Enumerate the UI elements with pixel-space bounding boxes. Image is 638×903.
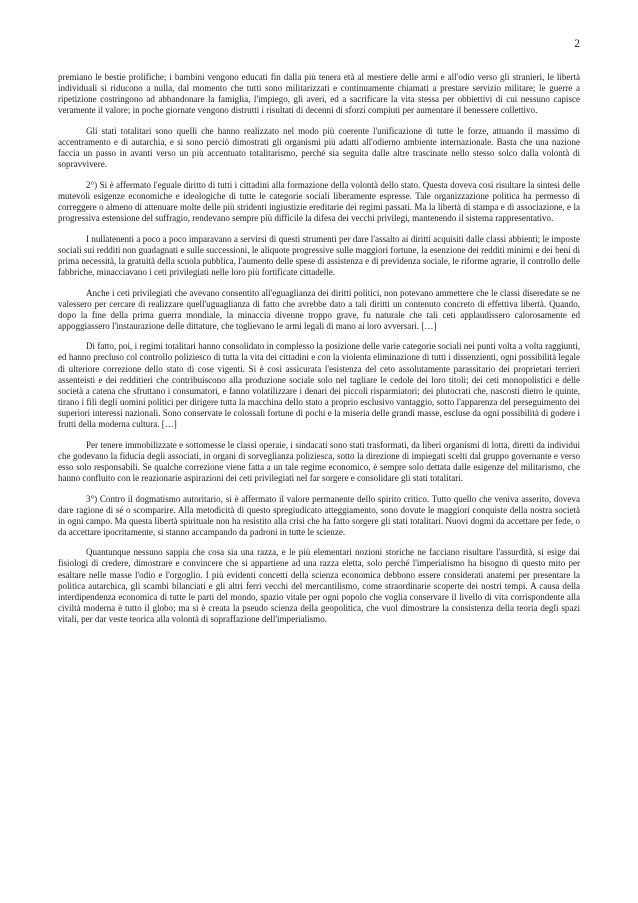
paragraph-9: Quantunque nessuno sappia che cosa sia una razza, e le più elementari nozioni storiche ne facciano risultare l'assurdità, si esige dai fisiologi di credere, dimostrare e convincere che si appartiene ad una razza eletta, solo perché l'imperialismo ha bisogno di questo mito per esaltare nelle masse l'odio e l'orgoglio. I più evidenti concetti della scienza economica debbono essere considerati anatemi per presentare la politica autarchica, gli scambi bilanciati e gli altri ferri vecchi del mercantilismo, come straordinarie scoperte dei nostri tempi. A causa della interdipendenza economica di tutte le parti del mondo, spazio vitale per ogni popolo che voglia conservare il livello di vita corrispondente alla civiltà moderna è tutto il globo; ma si è creata la pseudo scienza della geopolitica, che vuol dimostrare la consistenza della teoria degli spazi vitali, per dar veste teorica alla volontà di sopraffazione dell'imperialismo. [58,547,580,624]
paragraph-3: 2°) Si è affermato l'eguale diritto di tutti i cittadini alla formazione della volontà dello stato. Questa doveva così risultare la sintesi delle mutevoli esigenze economiche e ideologiche di tutte le categorie sociali liberamente espresse. Tale organizzazione politica ha permesso di correggere o almeno di attenuare molte delle più stridenti ingiustizie ereditarie dei regimi passati. Ma la libertà di stampa e di associazione, e la progressiva estensione del suffragio, rendevano sempre più difficile la difesa dei vecchi privilegi, mantenendo il sistema rappresentativo. [58,179,580,224]
paragraph-7: Per tenere immobilizzate e sottomesse le classi operaie, i sindacati sono stati trasformati, da liberi organismi di lotta, diretti da individui che godevano la fiducia degli associati, in organi di sorveglianza poliziesca, sotto la direzione di impiegati scelti dal gruppo governante e verso esso solo responsabili. Se qualche correzione viene fatta a un tale regime economico, è sempre solo dettata dalle esigenze del militarismo, che hanno confluito con le reazionarie aspirazioni dei ceti privilegiati nel far sorgere e consolidare gli stati totalitari. [58,439,580,483]
paragraph-5: Anche i ceti privilegiati che avevano consentito all'eguaglianza dei diritti politici, non potevano ammettere che le classi diseredate se ne valessero per cercare di realizzare quell'uguaglianza di fatto che avrebbe dato a tali diritti un contenuto concreto di effettiva libertà. Quando, dopo la fine della prima guerra mondiale, la minaccia divenne troppo grave, fu naturale che tali ceti applaudissero calorosamente ed appoggiassero l'instaurazione delle dittature, che toglievano le armi legali di mano ai loro avversari. […] [58,287,580,331]
paragraph-1: premiano le bestie prolifiche; i bambini vengono educati fin dalla più tenera età al mestiere delle armi e all'odio verso gli stranieri, le libertà individuali si riducono a nulla, dal momento che tutti sono militarizzati e continuamente chiamati a prestare servizio militare; le guerre a ripetizione costringono ad abbandonare la famiglia, l'impiego, gli averi, ed a sacrificare la vita stessa per obbiettivi di cui nessuno capisce veramente il valore; in poche giornate vengono distrutti i risultati di decenni di sforzi compiuti per aumentare il benessere collettivo. [58,72,580,116]
paragraph-6: Di fatto, poi, i regimi totalitari hanno consolidato in complesso la posizione delle varie categorie sociali nei punti volta a volta raggiunti, ed hanno precluso col controllo poliziesco di tutta la vita dei cittadini e con la violenta eliminazione di tutti i dissenzienti, ogni possibilità legale di ulteriore correzione dello stato di cose vigenti. Si è così assicurata l'esistenza del ceto assolutamente parassitario dei proprietari terrieri assenteisti e dei redditieri che contribuiscono alla produzione sociale solo nel tagliare le cedole dei loro titoli; dei ceti monopolistici e delle società a catena che sfruttano i consumatori, e fanno volatilizzare i denari dei piccoli risparmiatori; dei plutocrati che, nascosti dietro le quinte, tirano i fili degli uomini politici per dirigere tutta la macchina dello stato a proprio esclusivo vantaggio, sotto l'apparenza del perseguimento dei superiori interessi nazionali. Sono conservate le colossali fortune di pochi e la miseria delle grandi masse, escluse da ogni possibilità di godere i frutti della moderna cultura. […] [58,341,580,430]
page-number: 2 [574,38,580,50]
paragraph-2: Gli stati totalitari sono quelli che hanno realizzato nel modo più coerente l'unificazione di tutte le forze, attuando il massimo di accentramento e di autarchia, e si sono perciò dimostrati gli organismi più adatti all'odierno ambiente internazionale. Basta che una nazione faccia un passo in avanti verso un più accentuato totalitarismo, perché sia seguita dalle altre trascinate nello stesso solco dalla volontà di sopravvivere. [58,125,580,170]
paragraph-4: I nullatenenti a poco a poco imparavano a servirsi di questi strumenti per dare l'assalto ai diritti acquisiti dalle classi abbienti; le imposte sociali sui redditi non guadagnati e sulle successioni, le aliquote progressive sulle maggiori fortune, la esenzione dei redditi minimi e dei beni di prima necessità, la gratuità della scuola pubblica, l'aumento delle spese di assistenza e di previdenza sociale, le riforme agrarie, il controllo delle fabbriche, minacciavano i ceti privilegiati nelle loro più fortificate cittadelle. [58,233,580,277]
paragraph-8: 3°) Contro il dogmatismo autoritario, si è affermato il valore permanente dello spirito critico. Tutto quello che veniva asserito, doveva dare ragione di sé o scomparire. Alla metodicità di questo spregiudicato atteggiamento, sono dovute le maggiori conquiste della nostra società in ogni campo. Ma questa libertà spirituale non ha resistito alla crisi che ha fatto sorgere gli stati totalitari. Nuovi dogmi da accettare per fede, o da accettare ipocritamente, si stanno accampando da padroni in tutte le scienze. [58,493,580,537]
